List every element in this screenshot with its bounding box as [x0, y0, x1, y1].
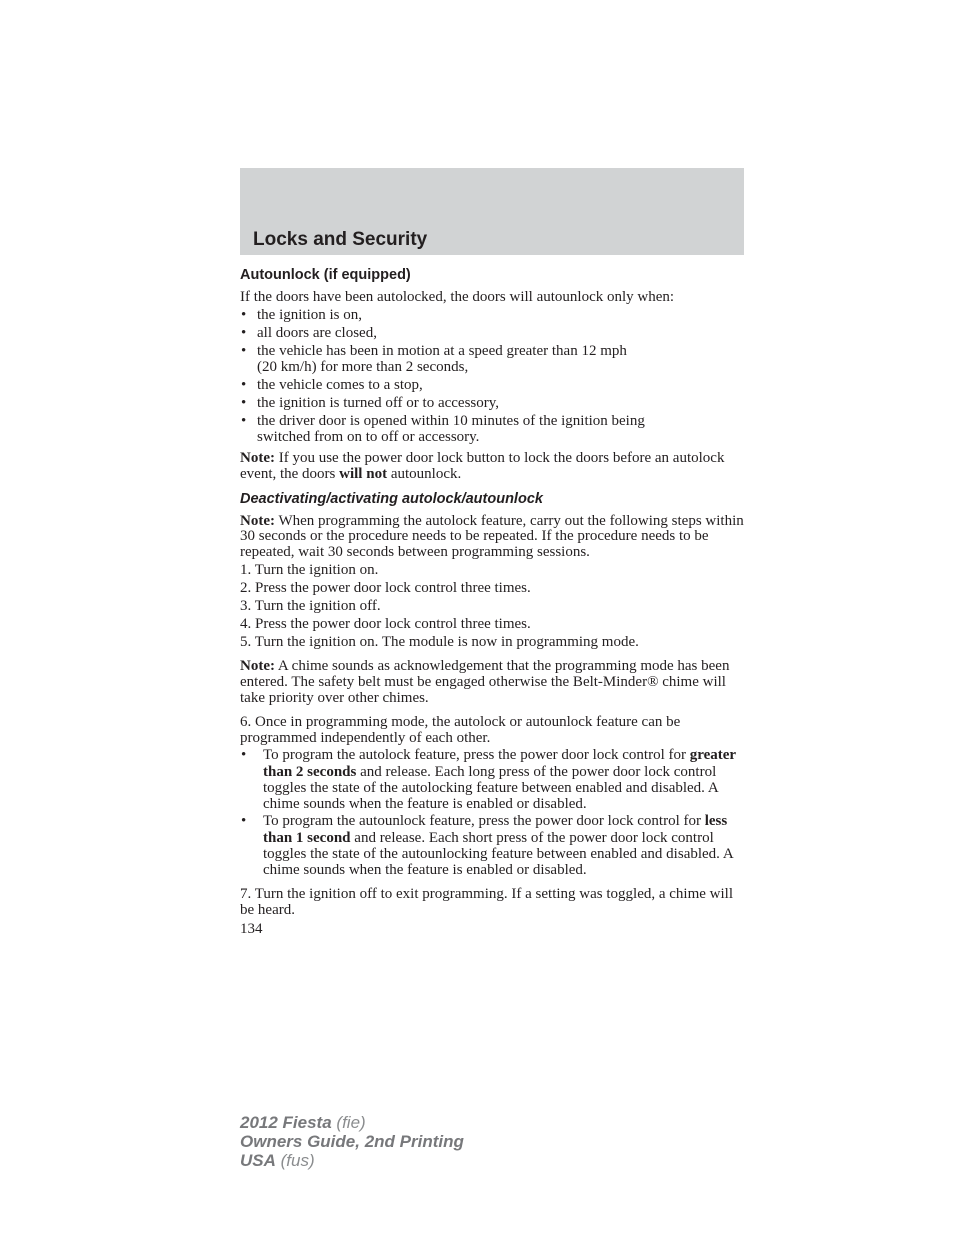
list-item: • the driver door is opened within 10 minutes of the ignition being switched from on to off or accessory. [240, 414, 746, 445]
programming-options-list [240, 747, 746, 878]
autounlock-note: Note: If you use the power door lock button to lock the doors before an autolock event, the doors will not autounlock. [240, 450, 725, 482]
section-title: Locks and Security [253, 229, 428, 250]
programming-note: Note: When programming the autolock feature, carry out the following steps within 30 seconds or the procedure needs to be repeated. If the procedure needs to be repeated, wait 30 seconds between programming sessions. [240, 512, 744, 560]
list-item: • the ignition is on, [240, 308, 746, 324]
footer-print-info [240, 1113, 464, 1170]
list-item: • To program the autounlock feature, press the power door lock control for less than 1 second and release. Each short press of the power door lock control toggles the state of the autounlocking feature between enabled and disabled. A chime sounds when the feature is enabled or disabled. [240, 813, 746, 878]
deactivating-heading: Deactivating/activating autolock/autounlock [240, 490, 543, 507]
list-item: • the vehicle comes to a stop, [240, 378, 746, 394]
list-item: • the ignition is turned off or to accessory, [240, 396, 746, 412]
autounlock-heading: Autounlock (if equipped) [240, 267, 411, 283]
footer-guide-line: Owners Guide, 2nd Printing [240, 1132, 464, 1151]
section-header-band [240, 168, 744, 255]
note-label: Note: [240, 512, 275, 529]
list-item: • To program the autolock feature, press the power door lock control for greater than 2 seconds and release. Each long press of the power door lock control toggles the state of the autolocking feature between enabled and disabled. A chime sounds when the feature is enabled or disabled. [240, 747, 746, 812]
list-item: • the vehicle has been in motion at a speed greater than 12 mph (20 km/h) for more than 2 seconds, [240, 344, 746, 375]
chime-note: Note: A chime sounds as acknowledgement that the programming mode has been entered. The safety belt must be engaged otherwise the Belt-Minder® chime will take priority over other chimes. [240, 657, 730, 707]
step-7: 7. Turn the ignition off to exit programming. If a setting was toggled, a chime will be heard. [240, 885, 733, 918]
footer-model-line: 2012 Fiesta (fie) [240, 1113, 366, 1132]
list-item: • all doors are closed, [240, 326, 746, 342]
note-label: Note: [240, 450, 275, 467]
autounlock-conditions-list [240, 308, 746, 445]
step-5: 5. Turn the ignition on. The module is now in programming mode. [240, 634, 639, 651]
step-4: 4. Press the power door lock control three times. [240, 616, 531, 633]
note-label: Note: [240, 657, 275, 674]
step-3: 3. Turn the ignition off. [240, 598, 381, 614]
autounlock-intro: If the doors have been autolocked, the doors will autounlock only when: [240, 289, 675, 305]
step-2: 2. Press the power door lock control three times. [240, 579, 531, 596]
step-1: 1. Turn the ignition on. [240, 561, 379, 578]
step-6: 6. Once in programming mode, the autolock or autounlock feature can be programmed independently of each other. [240, 713, 681, 746]
page-content [240, 266, 746, 938]
page-number: 134 [240, 921, 263, 938]
footer-market-line: USA (fus) [240, 1151, 315, 1170]
